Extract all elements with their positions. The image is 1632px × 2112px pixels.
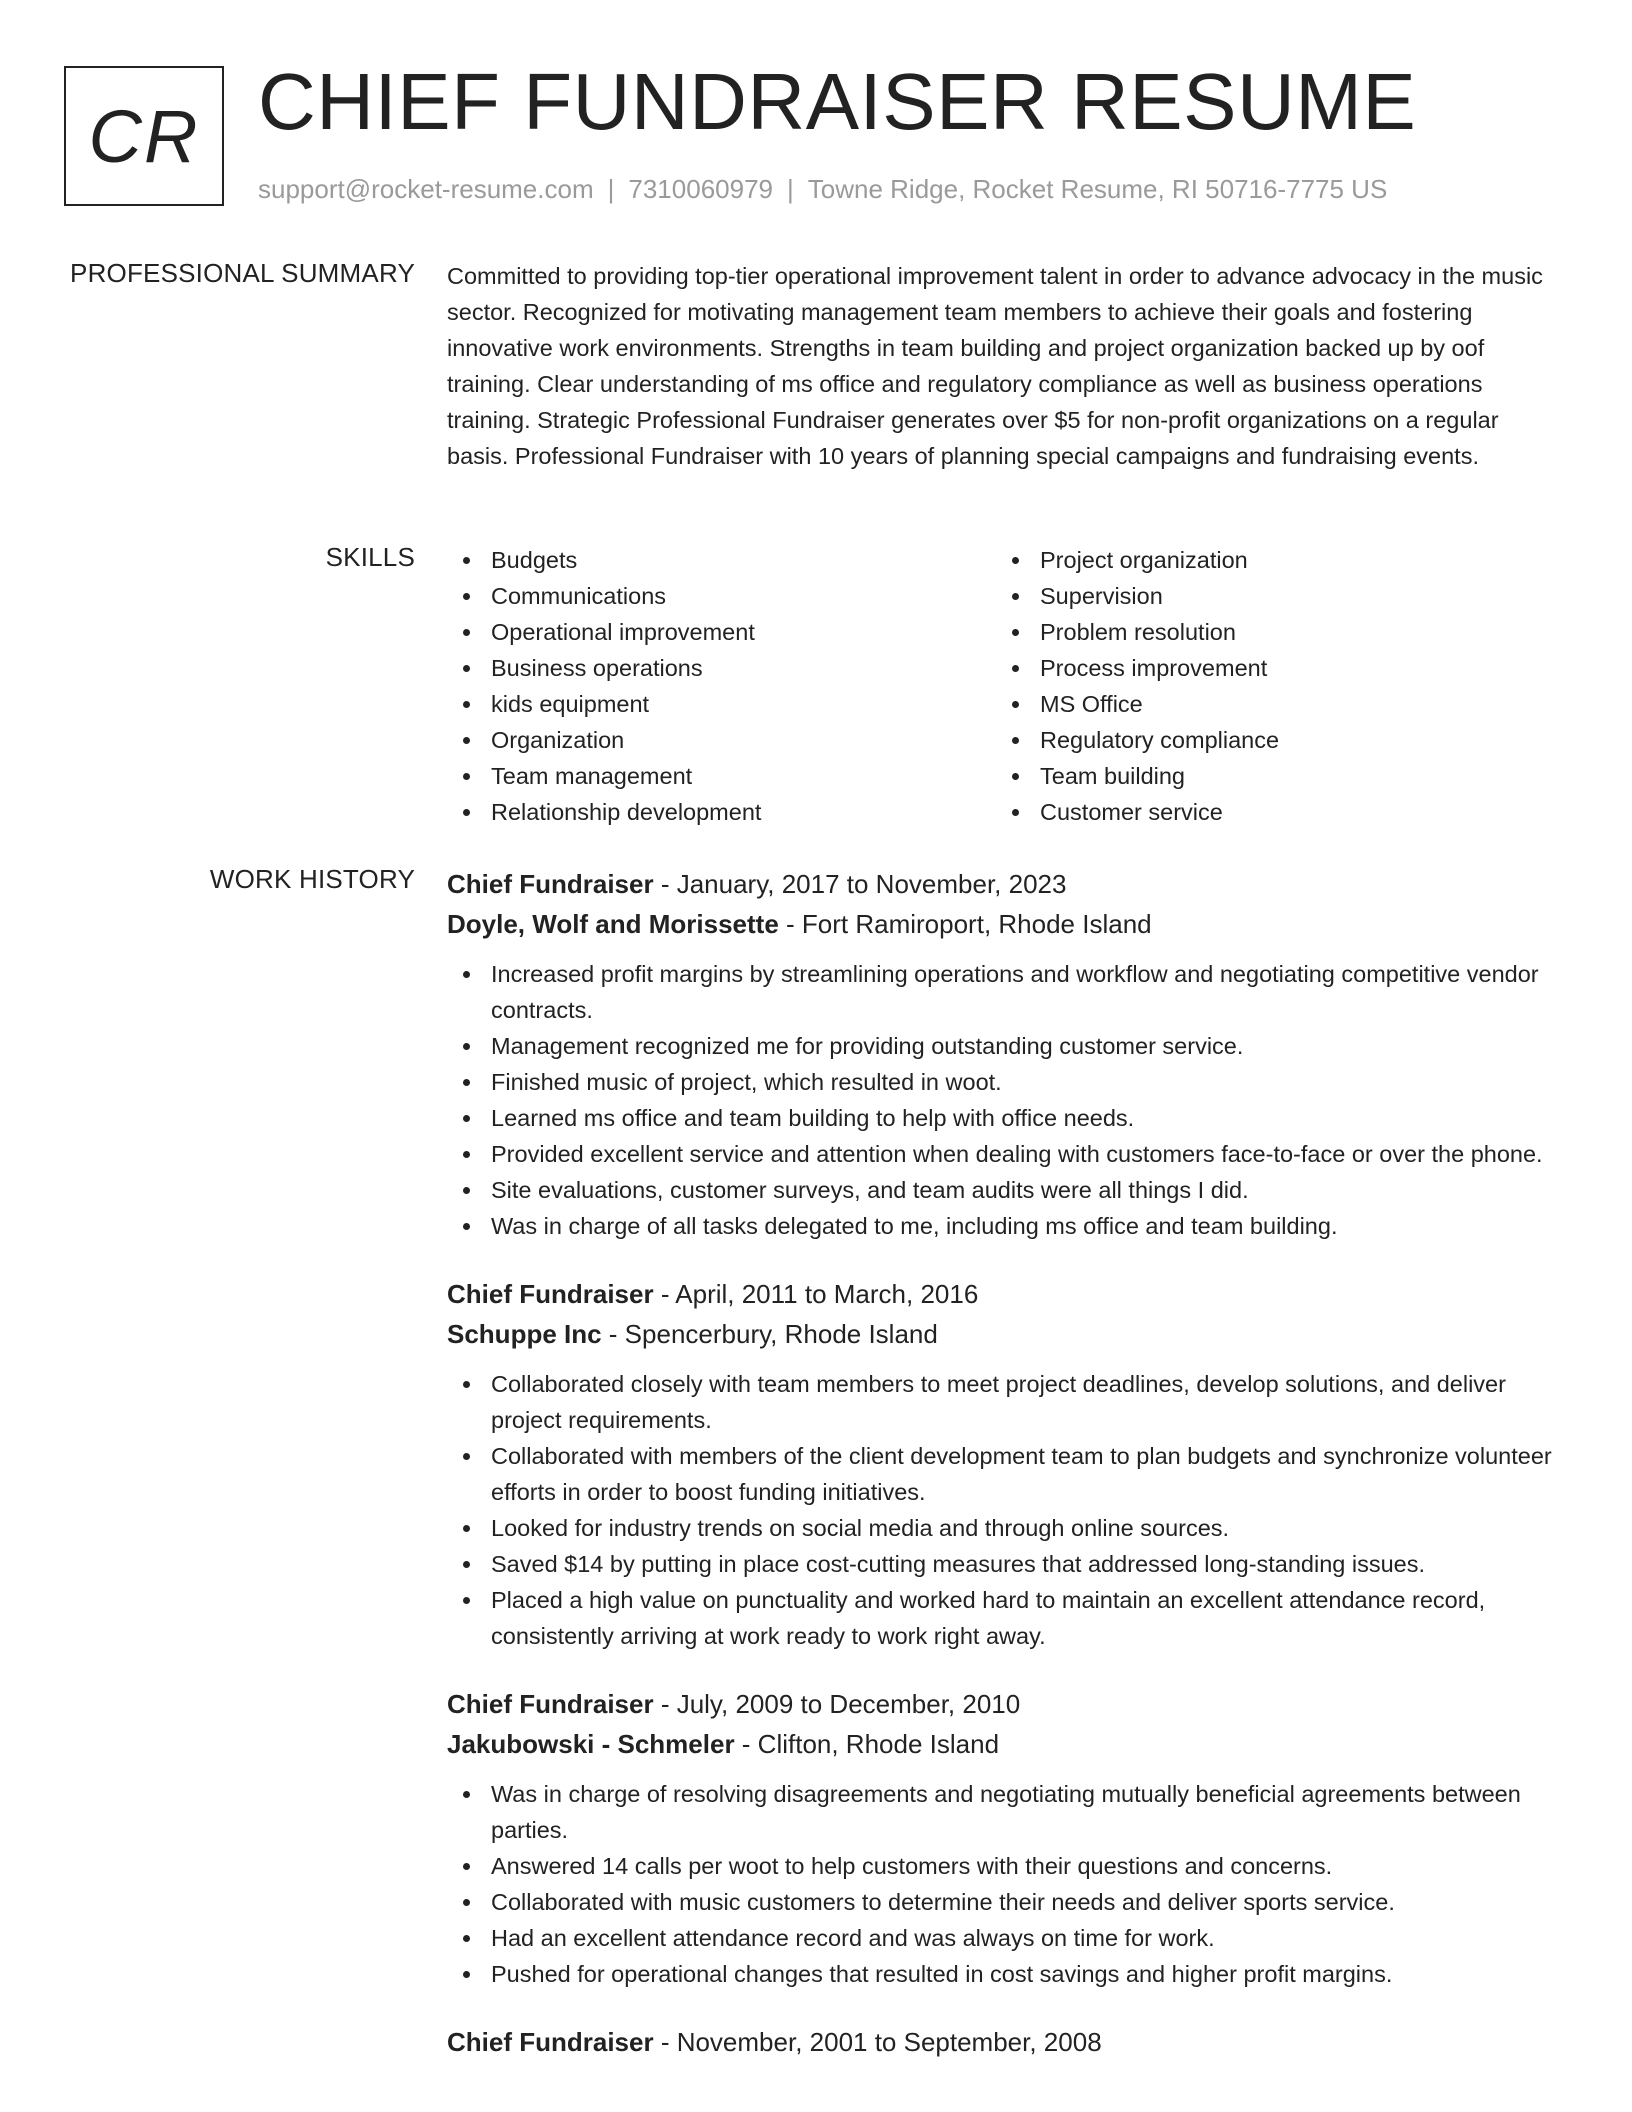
list-item: Was in charge of all tasks delegated to me, including ms office and team building.: [447, 1208, 1565, 1244]
list-item: Budgets: [447, 542, 996, 578]
list-item: Looked for industry trends on social media and through online sources.: [447, 1510, 1565, 1546]
job-company-line: [447, 1314, 1565, 1354]
skills-list-right: [996, 542, 1545, 830]
monogram-logo: [64, 66, 224, 206]
list-item: Collaborated with members of the client development team to plan budgets and synchronize volunteer efforts in order to boost funding initiatives.: [447, 1438, 1565, 1510]
list-item: Organization: [447, 722, 996, 758]
summary-text: Committed to providing top-tier operational improvement talent in order to advance advocacy in the music sector. Recognized for motivating management team members to achieve their goals and fostering innovative work environments. Strengths in team building and project organization backed up by oof training. Clear understanding of ms office and regulatory compliance as well as business operations training. Strategic Professional Fundraiser generates over $5 for non-profit organizations on a regular basis. Professional Fundraiser with 10 years of planning special campaigns and fundraising events.: [447, 263, 1543, 469]
contact-separator: |: [787, 174, 794, 204]
contact-address: Towne Ridge, Rocket Resume, RI 50716-7775 US: [807, 174, 1388, 204]
job-title-line: [447, 1684, 1565, 1724]
job-location: - Clifton, Rhode Island: [734, 1729, 1000, 1759]
list-item: Collaborated with music customers to determine their needs and deliver sports service.: [447, 1884, 1565, 1920]
job-title-line: [447, 864, 1565, 904]
list-item: Supervision: [996, 578, 1545, 614]
job-company-line: [447, 904, 1565, 944]
job-dates: - April, 2011 to March, 2016: [653, 1279, 979, 1309]
monogram-text: CR: [88, 94, 200, 178]
list-item: Finished music of project, which resulted in woot.: [447, 1064, 1565, 1100]
job-dates: - November, 2001 to September, 2008: [653, 2027, 1102, 2057]
contact-phone[interactable]: 7310060979: [628, 174, 773, 204]
job-dates: - January, 2017 to November, 2023: [653, 869, 1067, 899]
summary-heading: PROFESSIONAL SUMMARY: [70, 258, 415, 288]
contact-line: [258, 174, 1387, 205]
work-history-heading: WORK HISTORY: [209, 864, 415, 894]
list-item: Communications: [447, 578, 996, 614]
job-title-line: [447, 1274, 1565, 1314]
list-item: Increased profit margins by streamlining operations and workflow and negotiating competitive vendor contracts.: [447, 956, 1565, 1028]
list-item: Process improvement: [996, 650, 1545, 686]
job-company: Jakubowski - Schmeler: [447, 1729, 735, 1759]
job-title: Chief Fundraiser: [447, 1689, 654, 1719]
list-item: Had an excellent attendance record and was always on time for work.: [447, 1920, 1565, 1956]
job-company: Doyle, Wolf and Morissette: [447, 909, 779, 939]
skills-heading: SKILLS: [325, 542, 415, 572]
list-item: Team building: [996, 758, 1545, 794]
list-item: Placed a high value on punctuality and worked hard to maintain an excellent attendance record, consistently arriving at work ready to work right away.: [447, 1582, 1565, 1654]
list-item: Management recognized me for providing outstanding customer service.: [447, 1028, 1565, 1064]
skills-list-left: [447, 542, 996, 830]
job-location: - Fort Ramiroport, Rhode Island: [778, 909, 1152, 939]
job-company-line: [447, 1724, 1565, 1764]
list-item: Relationship development: [447, 794, 996, 830]
contact-separator: |: [607, 174, 615, 204]
page-title: CHIEF FUNDRAISER RESUME: [258, 57, 1417, 146]
list-item: Operational improvement: [447, 614, 996, 650]
job-location: - Spencerbury, Rhode Island: [601, 1319, 938, 1349]
job-bullets: [447, 1776, 1565, 1992]
job-title: Chief Fundraiser: [447, 869, 654, 899]
job-entry: [447, 864, 1565, 1244]
contact-email[interactable]: support@rocket-resume.com: [258, 174, 594, 204]
list-item: Site evaluations, customer surveys, and team audits were all things I did.: [447, 1172, 1565, 1208]
list-item: Project organization: [996, 542, 1545, 578]
list-item: Answered 14 calls per woot to help customers with their questions and concerns.: [447, 1848, 1565, 1884]
list-item: Provided excellent service and attention when dealing with customers face-to-face or over the phone.: [447, 1136, 1565, 1172]
list-item: kids equipment: [447, 686, 996, 722]
list-item: Team management: [447, 758, 996, 794]
list-item: Regulatory compliance: [996, 722, 1545, 758]
job-entry: [447, 1274, 1565, 1654]
list-item: MS Office: [996, 686, 1545, 722]
job-dates: - July, 2009 to December, 2010: [653, 1689, 1021, 1719]
job-bullets: [447, 956, 1565, 1244]
list-item: Learned ms office and team building to help with office needs.: [447, 1100, 1565, 1136]
job-title: Chief Fundraiser: [447, 2027, 654, 2057]
job-entry: [447, 2022, 1565, 2062]
list-item: Customer service: [996, 794, 1545, 830]
job-bullets: [447, 1366, 1565, 1654]
list-item: Business operations: [447, 650, 996, 686]
job-title-line: [447, 2022, 1565, 2062]
job-company: Schuppe Inc: [447, 1319, 602, 1349]
list-item: Pushed for operational changes that resulted in cost savings and higher profit margins.: [447, 1956, 1565, 1992]
list-item: Problem resolution: [996, 614, 1545, 650]
list-item: Saved $14 by putting in place cost-cutting measures that addressed long-standing issues.: [447, 1546, 1565, 1582]
job-title: Chief Fundraiser: [447, 1279, 654, 1309]
job-entry: [447, 1684, 1565, 1992]
list-item: Was in charge of resolving disagreements and negotiating mutually beneficial agreements between parties.: [447, 1776, 1565, 1848]
list-item: Collaborated closely with team members to meet project deadlines, develop solutions, and deliver project requirements.: [447, 1366, 1565, 1438]
